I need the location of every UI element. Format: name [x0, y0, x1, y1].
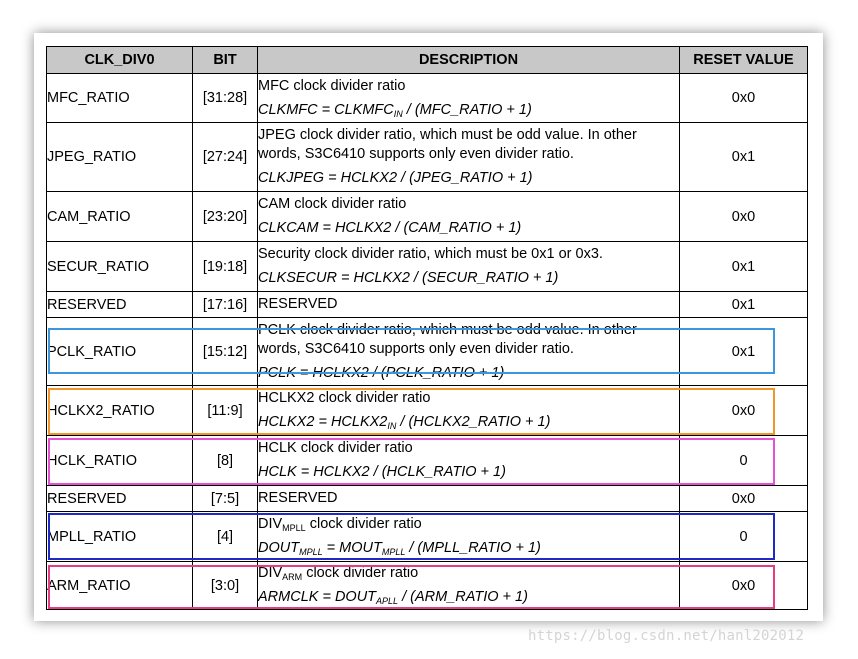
- description-formula: $DOUT_{MPLL}$ = $MOUT_{MPLL}$ / (MPLL_RATIO + 1): [258, 540, 541, 557]
- field-bit: [23:20]: [193, 192, 258, 242]
- field-bit: [19:18]: [193, 242, 258, 292]
- field-reset: 0: [680, 436, 808, 486]
- description-text: Security clock divider ratio, which must be 0x1 or 0x3.: [258, 246, 603, 262]
- description-text: HCLKX2 clock divider ratio: [258, 390, 431, 406]
- field-description: [258, 74, 680, 123]
- description-text: PCLK clock divider ratio, which must be odd value. In other: [258, 321, 637, 338]
- header-row: [47, 47, 808, 74]
- field-bit: [11:9]: [193, 386, 258, 436]
- field-description: RESERVED: [258, 292, 680, 318]
- description-formula: PCLK = HCLKX2 / (PCLK_RATIO + 1): [258, 364, 505, 381]
- field-name: CAM_RATIO: [47, 192, 193, 242]
- table-row: [47, 242, 808, 292]
- field-description: [258, 436, 680, 486]
- table-row: [47, 562, 808, 610]
- description-formula: ARMCLK = $DOUT_{APLL}$ / (ARM_RATIO + 1): [258, 589, 528, 606]
- register-table: [46, 46, 808, 610]
- field-description: [258, 386, 680, 436]
- field-reset: 0x0: [680, 486, 808, 512]
- field-description: RESERVED: [258, 486, 680, 512]
- table-row: [47, 486, 808, 512]
- field-name: SECUR_RATIO: [47, 242, 193, 292]
- header-bit: BIT: [193, 47, 258, 74]
- field-reset: 0x1: [680, 292, 808, 318]
- description-text: $DIV_{ARM}$ clock divider ratio: [258, 565, 419, 582]
- field-reset: 0x0: [680, 386, 808, 436]
- description-text: CAM clock divider ratio: [258, 196, 407, 212]
- table-row: [47, 436, 808, 486]
- field-bit: [8]: [193, 436, 258, 486]
- field-name: MPLL_RATIO: [47, 512, 193, 562]
- header-reset-value: RESET VALUE: [680, 47, 808, 74]
- field-name: HCLK_RATIO: [47, 436, 193, 486]
- table-row: [47, 123, 808, 192]
- field-reset: 0x1: [680, 318, 808, 386]
- description-formula: HCLK = HCLKX2 / (HCLK_RATIO + 1): [258, 464, 506, 480]
- header-name: CLK_DIV0: [47, 47, 193, 74]
- description-text: MFC clock divider ratio: [258, 77, 406, 94]
- field-name: MFC_RATIO: [47, 74, 193, 123]
- description-text: HCLK clock divider ratio: [258, 440, 413, 456]
- field-description: [258, 242, 680, 292]
- table-row: [47, 292, 808, 318]
- field-bit: [15:12]: [193, 318, 258, 386]
- field-description: [258, 192, 680, 242]
- description-text: JPEG clock divider ratio, which must be odd value. In other: [258, 127, 637, 143]
- description-formula: CLKCAM = HCLKX2 / (CAM_RATIO + 1): [258, 220, 522, 236]
- field-description: [258, 512, 680, 562]
- field-reset: 0: [680, 512, 808, 562]
- field-description: [258, 123, 680, 192]
- description-text: $DIV_{MPLL}$ clock divider ratio: [258, 516, 422, 533]
- field-name: RESERVED: [47, 486, 193, 512]
- field-bit: [3:0]: [193, 562, 258, 610]
- description-text: words, S3C6410 supports only even divider ratio.: [258, 340, 574, 357]
- field-description: [258, 318, 680, 386]
- field-bit: [27:24]: [193, 123, 258, 192]
- field-reset: 0x0: [680, 192, 808, 242]
- field-reset: 0x1: [680, 123, 808, 192]
- table-row: [47, 386, 808, 436]
- table-row: [47, 318, 808, 386]
- field-name: HCLKX2_RATIO: [47, 386, 193, 436]
- field-name: RESERVED: [47, 292, 193, 318]
- field-name: JPEG_RATIO: [47, 123, 193, 192]
- table-row: [47, 512, 808, 562]
- description-text: words, S3C6410 supports only even divider ratio.: [258, 146, 574, 162]
- field-description: [258, 562, 680, 610]
- description-formula: CLKSECUR = HCLKX2 / (SECUR_RATIO + 1): [258, 270, 559, 286]
- field-bit: [4]: [193, 512, 258, 562]
- field-name: ARM_RATIO: [47, 562, 193, 610]
- table-row: [47, 192, 808, 242]
- field-bit: [31:28]: [193, 74, 258, 123]
- field-reset: 0x0: [680, 562, 808, 610]
- field-reset: 0x0: [680, 74, 808, 123]
- header-description: DESCRIPTION: [258, 47, 680, 74]
- description-formula: CLKJPEG = HCLKX2 / (JPEG_RATIO + 1): [258, 170, 533, 186]
- field-bit: [17:16]: [193, 292, 258, 318]
- field-reset: 0x1: [680, 242, 808, 292]
- field-name: PCLK_RATIO: [47, 318, 193, 386]
- description-formula: CLKMFC = $CLKMFC_{IN}$ / (MFC_RATIO + 1): [258, 101, 532, 119]
- watermark: https://blog.csdn.net/hanl202012: [528, 628, 805, 644]
- table-row: [47, 74, 808, 123]
- description-formula: HCLKX2 = $HCLKX2_{IN}$ / (HCLKX2_RATIO + 1): [258, 414, 551, 431]
- field-bit: [7:5]: [193, 486, 258, 512]
